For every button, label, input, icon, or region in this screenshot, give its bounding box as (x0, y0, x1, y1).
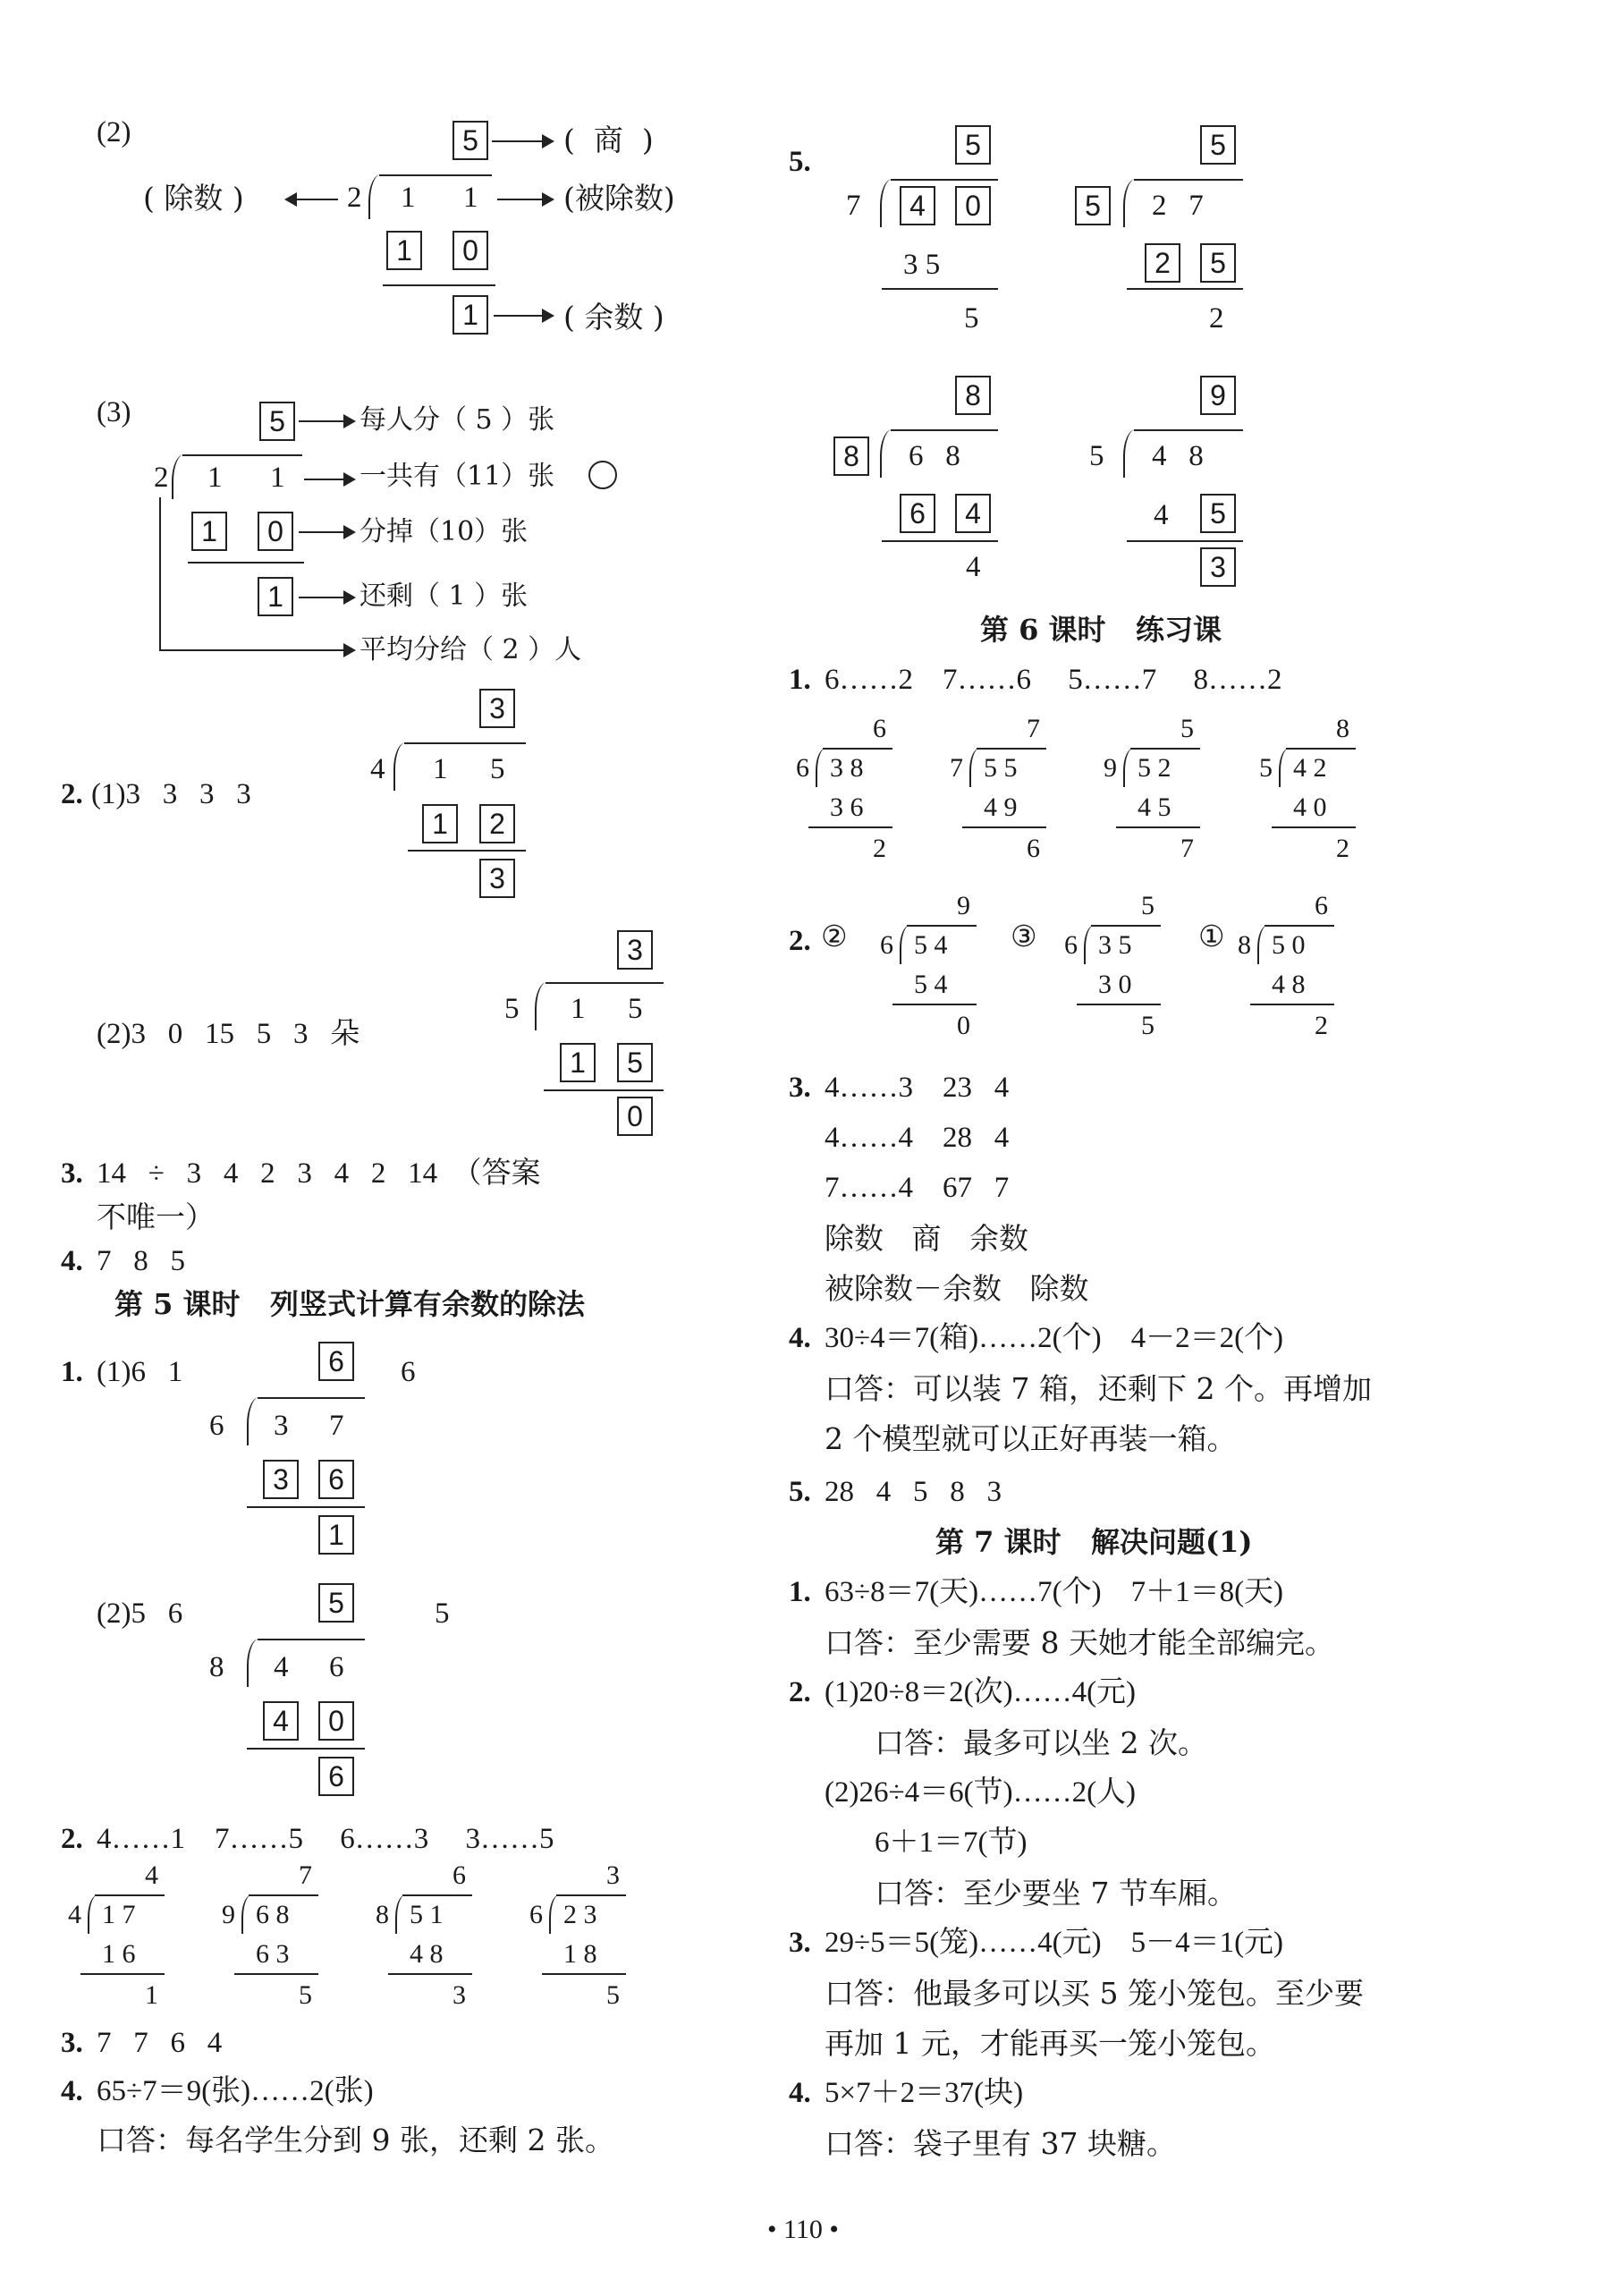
caption: 还剩（ 1 ）张 (359, 580, 529, 612)
digit: 6 (329, 1651, 344, 1683)
product-box: 0 (258, 512, 293, 551)
rule (962, 826, 1046, 828)
divisor: 2 (347, 182, 362, 214)
remainder-box: 3 (479, 859, 515, 898)
answer-text: 除数 商 余数 (825, 1221, 1028, 1256)
rule (234, 1973, 318, 1975)
answer-text: 7……4 67 7 (825, 1172, 1010, 1204)
answer-text: 口答：袋子里有 37 块糖。 (825, 2126, 1176, 2161)
product: 4 5 (1138, 792, 1171, 822)
digit: 1 (571, 993, 586, 1025)
divisor-box: 8 (833, 436, 869, 476)
rule (1077, 1004, 1161, 1005)
rule (1272, 826, 1356, 828)
circled-mark: ① (1198, 919, 1225, 953)
product: 3 6 (830, 792, 864, 822)
label: (3) (97, 396, 131, 428)
label: (2) (97, 116, 131, 148)
division-bracket (1123, 748, 1134, 787)
dividend: 5 1 (410, 1900, 444, 1929)
divisor: 8 (209, 1651, 224, 1683)
dividend: 3 8 (830, 753, 864, 783)
division-bracket (247, 1639, 261, 1687)
answer-text: 7 7 6 4 (97, 2027, 223, 2059)
divisor: 6 (529, 1900, 543, 1929)
digit: 5 (490, 753, 505, 785)
answer-text: 4……4 28 4 (825, 1122, 1010, 1154)
division-bracket (241, 1894, 252, 1934)
divisor: 5 (1089, 440, 1104, 472)
division-bracket (247, 1397, 261, 1445)
rule (1127, 288, 1243, 290)
answer-text: 5×7＋2＝37(块) (825, 2077, 1024, 2109)
arrow (492, 140, 553, 142)
digit-box: 0 (955, 186, 991, 225)
question-number: 2. (789, 925, 811, 957)
caption: 分掉（10）张 (359, 516, 529, 547)
division-bracket (816, 748, 826, 787)
remainder: 5 (299, 1980, 312, 2010)
quotient: 4 (145, 1860, 158, 1890)
division-bracket (535, 982, 549, 1030)
answer-text: (2)5 6 (97, 1597, 183, 1630)
quotient: 3 (606, 1860, 620, 1890)
divisor: 5 (504, 993, 520, 1025)
remainder: 2 (1336, 834, 1349, 863)
division-bracket (88, 1894, 98, 1934)
answer-text: 29÷5＝5(笼)……4(元) 5－4＝1(元) (825, 1927, 1284, 1959)
product-box: 1 (191, 512, 227, 551)
remainder-box: 0 (617, 1097, 653, 1136)
caption: 平均分给（ 2 ）人 (359, 634, 582, 665)
division-bracket (368, 174, 383, 219)
digit: 3 (274, 1410, 289, 1442)
rule (1134, 179, 1243, 181)
answer-text: 再加 1 元，才能再买一笼小笼包。 (825, 2026, 1275, 2061)
rule (1286, 748, 1356, 750)
dividend: 6 8 (256, 1900, 290, 1929)
question-number: 4. (789, 1322, 811, 1354)
divisor: 7 (846, 190, 861, 222)
remainder: 7 (1180, 834, 1194, 863)
division-bracket (1257, 925, 1268, 964)
divisor: 9 (222, 1900, 235, 1929)
question-number: 5. (789, 1476, 811, 1508)
answer-text: 65÷7＝9(张)……2(张) (97, 2075, 374, 2107)
arrow (286, 199, 338, 200)
page-number: • 110 • (767, 2215, 839, 2244)
quotient: 9 (957, 891, 970, 920)
answer-text: 63÷8＝7(天)……7(个) 7＋1＝8(天) (825, 1576, 1284, 1608)
product-box: 4 (263, 1701, 299, 1741)
answer-text: 被除数－余数 除数 (825, 1271, 1089, 1306)
rule (249, 1894, 318, 1896)
quotient: 6 (873, 714, 886, 743)
rule (379, 174, 492, 176)
digit-box: 4 (900, 186, 935, 225)
rule (977, 748, 1046, 750)
quotient-box: 3 (479, 689, 515, 728)
divisor: 4 (370, 753, 385, 785)
quotient-box: 8 (955, 376, 991, 415)
digit: 5 (628, 993, 643, 1025)
divisor: 8 (376, 1900, 389, 1929)
product: 3 0 (1098, 970, 1132, 999)
digit: 4 (274, 1651, 289, 1683)
remainder: 0 (957, 1011, 970, 1040)
rule (1127, 540, 1243, 542)
rule (95, 1894, 165, 1896)
answer-text: (1)3 3 3 3 (91, 778, 251, 810)
rule (402, 1894, 472, 1896)
question-number: 2. (61, 1823, 83, 1855)
quotient-box: 3 (617, 930, 653, 970)
division-bracket (900, 925, 910, 964)
dividend: 6 8 (909, 440, 960, 472)
answer-text: (2)3 0 15 5 3 朵 (97, 1018, 360, 1050)
division-bracket (1279, 748, 1290, 787)
product-box: 4 (955, 494, 991, 533)
dividend: 5 4 (914, 930, 948, 960)
quotient: 5 (1141, 891, 1155, 920)
rule (247, 1506, 365, 1508)
rule (258, 1397, 365, 1399)
division-bracket (393, 742, 408, 791)
dividend: 5 0 (1272, 930, 1306, 960)
rule (1250, 1004, 1334, 1005)
caption: 一共有（11）张 (359, 461, 555, 492)
remainder-box: 1 (258, 577, 293, 616)
rule (1091, 925, 1161, 927)
product: 5 4 (914, 970, 948, 999)
dividend: 5 5 (984, 753, 1018, 783)
division-bracket (969, 748, 980, 787)
product-box: 1 (386, 231, 422, 270)
quotient-box: 6 (318, 1342, 354, 1381)
rule (542, 1973, 626, 1975)
question-number: 3. (789, 1927, 811, 1959)
product: 4 8 (1272, 970, 1306, 999)
product: 4 0 (1293, 792, 1327, 822)
answer-text: 2 个模型就可以正好再装一箱。 (825, 1421, 1237, 1456)
divisor: 6 (1064, 930, 1078, 960)
product-box: 5 (617, 1043, 653, 1082)
digit: 1 (401, 182, 416, 214)
rule (383, 284, 495, 286)
dividend: 2 7 (1152, 190, 1204, 222)
answer-text: 口答：每名学生分到 9 张，还剩 2 张。 (97, 2123, 614, 2157)
remainder-box: 1 (453, 295, 488, 335)
remainder: 2 (873, 834, 886, 863)
question-number: 4. (61, 2075, 83, 2107)
question-number: 3. (61, 1157, 83, 1190)
question-number: 3. (61, 2027, 83, 2059)
divisor: 5 (1259, 753, 1273, 783)
answer-text: 口答：至少需要 8 天她才能全部编完。 (825, 1625, 1334, 1660)
dividend: 4 8 (1152, 440, 1204, 472)
divisor: 6 (796, 753, 809, 783)
dividend: 5 2 (1138, 753, 1171, 783)
product-box: 6 (318, 1460, 354, 1499)
answer-text: 4……3 23 4 (825, 1072, 1010, 1104)
dividend-label: (被除数) (563, 181, 675, 216)
rule (892, 1004, 977, 1005)
arrow (299, 597, 354, 598)
product-box: 3 (263, 1460, 299, 1499)
division-bracket (1123, 429, 1138, 478)
quotient: 5 (1180, 714, 1194, 743)
division-bracket (880, 179, 894, 227)
answer-text: 不唯一） (97, 1199, 215, 1234)
rule (544, 1089, 664, 1091)
answer-text: (1)6 1 (97, 1356, 183, 1388)
division-bracket (1084, 925, 1095, 964)
remainder-box: 3 (1200, 547, 1236, 587)
product-box: 6 (900, 494, 935, 533)
remainder-box: 1 (318, 1515, 354, 1555)
section-heading: 第 7 课时 解决问题(1) (935, 1525, 1253, 1559)
answer-text: 28 4 5 8 3 (825, 1476, 1002, 1508)
remainder-label: ( 余数 ) (563, 300, 664, 335)
answer-text: 口答：最多可以坐 2 次。 (875, 1725, 1207, 1760)
product: 6 3 (256, 1939, 290, 1969)
dividend: 3 5 (1098, 930, 1132, 960)
digit: 1 (270, 462, 285, 494)
rule (247, 1748, 365, 1750)
digit: 7 (329, 1410, 344, 1442)
answer-text: 5 (435, 1597, 450, 1630)
rule (907, 925, 977, 927)
remainder: 3 (453, 1980, 466, 2010)
remainder: 4 (966, 551, 981, 583)
answer-text: 口答：可以装 7 箱，还剩下 2 个。再增加 (825, 1371, 1372, 1406)
rule (882, 288, 998, 290)
divisor: 6 (209, 1410, 224, 1442)
product: 4 9 (984, 792, 1018, 822)
arrow (299, 420, 354, 422)
quotient-box: 5 (318, 1583, 354, 1623)
rule (891, 429, 998, 431)
rule (808, 826, 892, 828)
product-box: 0 (453, 231, 488, 270)
division-bracket (880, 429, 894, 478)
divisor: 6 (880, 930, 893, 960)
quotient: 7 (299, 1860, 312, 1890)
remainder: 1 (145, 1980, 158, 2010)
divisor: 8 (1238, 930, 1251, 960)
quotient-box: 9 (1200, 376, 1236, 415)
quotient: 6 (1315, 891, 1328, 920)
product-box: 1 (422, 804, 458, 843)
rule (823, 748, 892, 750)
product-box: 5 (1200, 243, 1236, 283)
quotient-label: ( 商 ) (563, 123, 654, 157)
rule (408, 850, 526, 852)
remainder: 6 (1027, 834, 1040, 863)
product: 3 5 (903, 249, 941, 281)
product: 1 8 (563, 1939, 597, 1969)
rule (182, 454, 302, 456)
remainder: 5 (606, 1980, 620, 2010)
rule (1116, 826, 1200, 828)
circled-mark: ③ (1011, 919, 1037, 953)
rule (388, 1973, 472, 1975)
rule (1265, 925, 1334, 927)
digit: 1 (463, 182, 478, 214)
rule (556, 1894, 626, 1896)
product-box: 2 (479, 804, 515, 843)
rule (1130, 748, 1200, 750)
product-box: 1 (560, 1043, 596, 1082)
quotient: 7 (1027, 714, 1040, 743)
quotient-box: 5 (955, 125, 991, 165)
rule (1134, 429, 1243, 431)
question-number: 1. (789, 664, 811, 696)
circled-mark: ② (821, 919, 848, 953)
answer-text: 7 8 5 (97, 1245, 185, 1277)
smiley-icon (588, 461, 617, 489)
answer-text: 口答：至少要坐 7 节车厢。 (875, 1876, 1237, 1911)
rule (80, 1973, 165, 1975)
rule (891, 179, 998, 181)
answer-text: 6 (401, 1356, 416, 1388)
product: 1 6 (102, 1939, 136, 1969)
arrow (299, 531, 354, 533)
dividend: 4 2 (1293, 753, 1327, 783)
product: 4 (1154, 499, 1169, 531)
remainder: 5 (1141, 1011, 1155, 1040)
digit: 1 (207, 462, 223, 494)
divisor: 9 (1104, 753, 1117, 783)
arrow (497, 199, 553, 200)
question-number: 1. (61, 1356, 83, 1388)
answer-text: 30÷4＝7(箱)……2(个) 4－2＝2(个) (825, 1322, 1284, 1354)
product-box: 0 (318, 1701, 354, 1741)
answer-text: 口答：他最多可以买 5 笼小笼包。至少要 (825, 1976, 1364, 2011)
divisor-box: 5 (1075, 186, 1111, 225)
quotient: 6 (453, 1860, 466, 1890)
arrow (304, 479, 354, 480)
question-number: 4. (61, 1245, 83, 1277)
division-bracket (395, 1894, 406, 1934)
arrow (159, 649, 354, 651)
question-number: 2. (789, 1676, 811, 1708)
remainder: 2 (1209, 302, 1224, 335)
division-bracket (172, 454, 186, 499)
answer-text: 6……2 7……6 5……7 8……2 (825, 664, 1282, 696)
product-box: 5 (1200, 494, 1236, 533)
section-heading: 第 6 课时 练习课 (980, 613, 1222, 647)
quotient: 8 (1336, 714, 1349, 743)
remainder: 5 (964, 302, 979, 335)
question-number: 1. (789, 1576, 811, 1608)
divisor: 7 (950, 753, 963, 783)
rule (188, 562, 304, 564)
connector (159, 497, 161, 649)
rule (882, 540, 998, 542)
dividend: 2 3 (563, 1900, 597, 1929)
question-number: 4. (789, 2077, 811, 2109)
divisor: 4 (68, 1900, 81, 1929)
divisor: 2 (154, 462, 169, 494)
quotient-box: 5 (453, 121, 488, 160)
rule (404, 742, 526, 744)
question-number: 2. (61, 778, 83, 810)
rule (546, 982, 664, 984)
division-bracket (549, 1894, 560, 1934)
question-number: 5. (789, 146, 811, 178)
dividend: 1 7 (102, 1900, 136, 1929)
answer-text: 4……1 7……5 6……3 3……5 (97, 1823, 554, 1855)
division-bracket (1123, 179, 1138, 227)
caption: 每人分（ 5 ）张 (359, 404, 555, 436)
quotient-box: 5 (1200, 125, 1236, 165)
product: 4 8 (410, 1939, 444, 1969)
rule (258, 1639, 365, 1640)
answer-text: (1)20÷8＝2(次)……4(元) (825, 1676, 1137, 1708)
answer-text: 14 ÷ 3 4 2 3 4 2 14 （答案 (97, 1157, 541, 1190)
answer-text: (2)26÷4＝6(节)……2(人) (825, 1776, 1137, 1809)
answer-text: 6＋1＝7(节) (875, 1826, 1028, 1859)
product-box: 2 (1145, 243, 1180, 283)
remainder: 2 (1315, 1011, 1328, 1040)
quotient-box: 5 (259, 402, 295, 441)
divisor-label: ( 除数 ) (143, 181, 244, 216)
digit: 1 (433, 753, 448, 785)
section-heading: 第 5 课时 列竖式计算有余数的除法 (114, 1287, 585, 1321)
arrow (494, 315, 553, 317)
question-number: 3. (789, 1072, 811, 1104)
remainder-box: 6 (318, 1757, 354, 1796)
